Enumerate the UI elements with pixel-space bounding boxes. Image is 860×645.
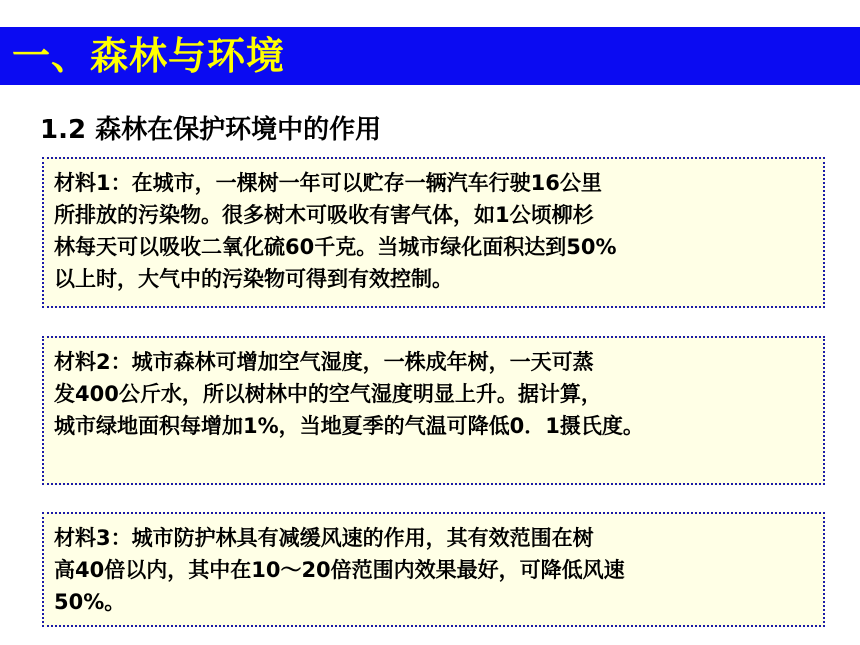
material-3-line-1: 材料3：城市防护林具有减缓风速的作用，其有效范围在树 xyxy=(54,526,594,550)
material-2-line-1: 材料2：城市森林可增加空气湿度，一株成年树，一天可蒸 xyxy=(54,350,594,374)
material-1-line-1: 材料1：在城市，一棵树一年可以贮存一辆汽车行驶16公里 xyxy=(54,171,602,195)
material-2-line-2: 发400公斤水，所以树林中的空气湿度明显上升。据计算， xyxy=(54,382,602,406)
material-2-box xyxy=(42,336,825,485)
section-subtitle: 1.2 森林在保护环境中的作用 xyxy=(40,115,382,145)
material-2-line-3: 城市绿地面积每增加1%，当地夏季的气温可降低0．1摄氏度。 xyxy=(54,414,644,438)
material-3-box xyxy=(42,512,825,627)
material-3-line-3: 50%。 xyxy=(54,590,126,614)
material-1-line-4: 以上时，大气中的污染物可得到有效控制。 xyxy=(54,267,453,291)
material-1-line-2: 所排放的污染物。很多树木可吸收有害气体，如1公顷柳杉 xyxy=(54,203,594,227)
title-bar xyxy=(0,27,860,85)
material-1-line-3: 林每天可以吸收二氧化硫60千克。当城市绿化面积达到50% xyxy=(54,235,617,259)
slide-title: 一、森林与环境 xyxy=(12,34,286,78)
material-1-box xyxy=(42,157,825,308)
material-3-line-2: 高40倍以内，其中在10～20倍范围内效果最好，可降低风速 xyxy=(54,558,625,582)
